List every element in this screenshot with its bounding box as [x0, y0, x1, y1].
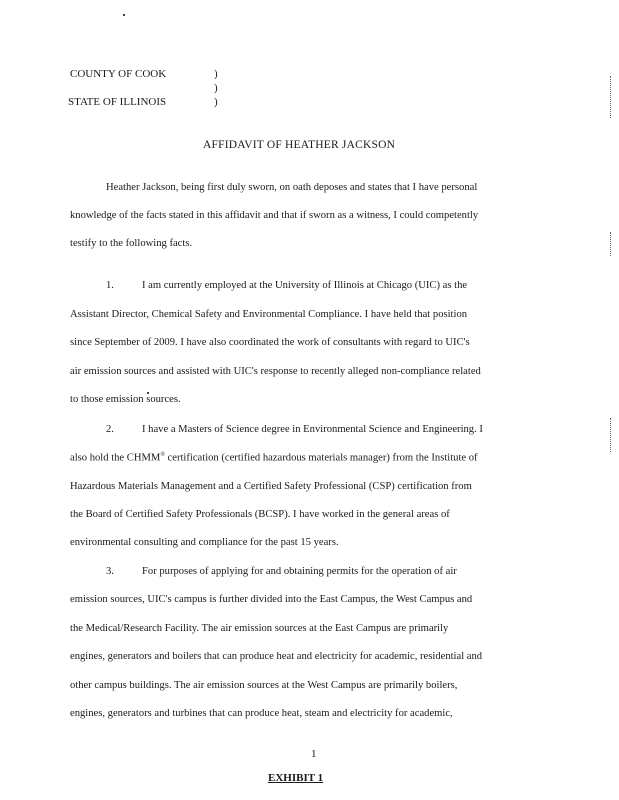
paragraph-line: the Board of Certified Safety Professionals (BCSP). I have worked in the general areas of: [70, 509, 450, 520]
registered-mark: ®: [160, 452, 165, 458]
exhibit-label: EXHIBIT 1: [268, 772, 324, 784]
paragraph-line: For purposes of applying for and obtaining permits for the operation of air: [142, 566, 457, 577]
caption-county: COUNTY OF COOK: [70, 68, 167, 80]
page-number: 1: [311, 748, 317, 760]
margin-mark: [610, 76, 612, 118]
caption-paren: ): [214, 82, 218, 94]
margin-mark: [610, 232, 612, 256]
paragraph-line: engines, generators and turbines that can produce heat, steam and electricity for academic,: [70, 708, 453, 719]
paragraph-line: emission sources, UIC's campus is further divided into the East Campus, the West Campus and: [70, 594, 473, 605]
paragraph-line: [70, 452, 478, 464]
paragraph-line: environmental consulting and compliance for the past 15 years.: [70, 537, 339, 548]
paragraph-number: 3.: [106, 566, 114, 577]
paragraph-line-post: certification (certified hazardous materials manager) from the Institute of: [164, 452, 478, 464]
intro-line: knowledge of the facts stated in this affidavit and that if sworn as a witness, I could competently: [70, 210, 479, 221]
paragraph-line: I am currently employed at the University of Illinois at Chicago (UIC) as the: [142, 280, 468, 291]
paragraph-line: Hazardous Materials Management and a Certified Safety Professional (CSP) certification from: [70, 481, 472, 492]
paragraph-number: 1.: [106, 280, 114, 291]
caption-state: STATE OF ILLINOIS: [68, 96, 167, 108]
caption-paren: ): [214, 68, 218, 80]
paragraph-line: Assistant Director, Chemical Safety and Environmental Compliance. I have held that position: [70, 309, 468, 320]
paragraph-line: other campus buildings. The air emission sources at the West Campus are primarily boilers,: [70, 680, 458, 691]
paragraph-line: since September of 2009. I have also coordinated the work of consultants with regard to UIC's: [70, 337, 470, 348]
intro-line: testify to the following facts.: [70, 238, 193, 249]
paragraph-line: to those emission sources.: [70, 394, 181, 405]
paragraph-line: air emission sources and assisted with UIC's response to recently alleged non-compliance related: [70, 366, 481, 377]
paragraph-line: I have a Masters of Science degree in Environmental Science and Engineering. I: [142, 424, 483, 435]
caption-paren: ): [214, 96, 218, 108]
document-title: AFFIDAVIT OF HEATHER JACKSON: [203, 139, 396, 151]
intro-line: Heather Jackson, being first duly sworn, on oath deposes and states that I have personal: [106, 182, 478, 193]
paragraph-line: engines, generators and boilers that can produce heat and electricity for academic, residential and: [70, 651, 483, 662]
paragraph-number: 2.: [106, 424, 114, 435]
scan-speck: [123, 14, 125, 16]
margin-mark: [610, 418, 612, 452]
paragraph-line-pre: also hold the CHMM: [70, 452, 161, 464]
paragraph-line: the Medical/Research Facility. The air emission sources at the East Campus are primarily: [70, 623, 449, 634]
